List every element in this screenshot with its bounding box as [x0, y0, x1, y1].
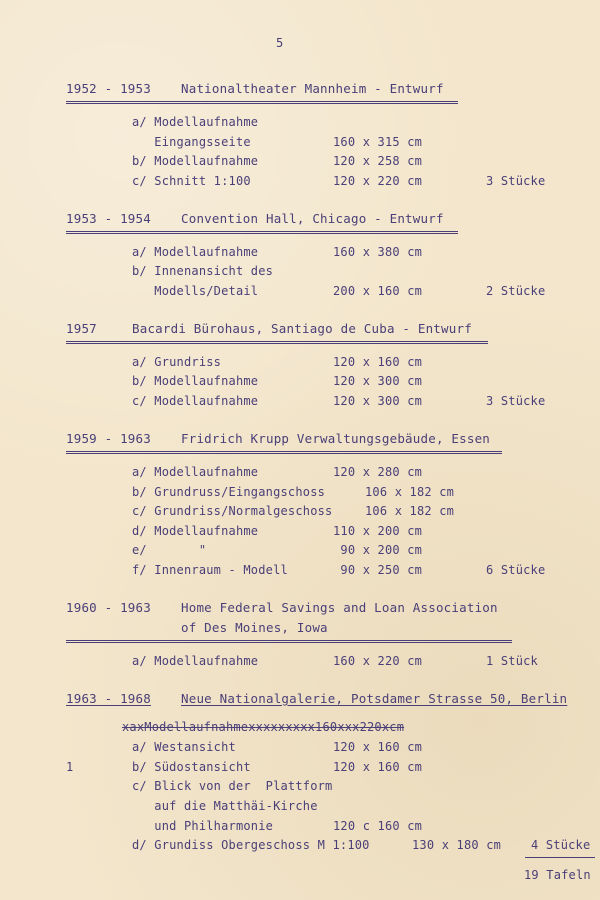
item-label: c/ Blick von der Plattform — [132, 779, 333, 793]
section-years: 1953 - 1954 — [66, 211, 151, 226]
item-label: b/ Modellaufnahme — [132, 374, 259, 388]
item-size: 90 x 250 cm — [333, 563, 423, 577]
item-label: b/ Modellaufnahme — [132, 154, 259, 168]
item-label: c/ Grundriss/Normalgeschoss — [132, 504, 333, 518]
item-label: a/ Modellaufnahme — [132, 115, 259, 129]
section-rule — [66, 451, 502, 454]
item-size: 160 x 315 cm — [333, 135, 423, 149]
item-label: b/ Innenansicht des — [132, 264, 274, 278]
section-title: Nationaltheater Mannheim - Entwurf — [181, 81, 444, 96]
item-size: 120 x 160 cm — [333, 355, 423, 369]
item-size: 90 x 200 cm — [333, 543, 423, 557]
item-label: a/ Westansicht — [132, 740, 236, 754]
item-size: 130 x 180 cm — [412, 838, 502, 852]
section-rule — [66, 640, 512, 643]
item-label: a/ Modellaufnahme — [132, 245, 259, 259]
section-title: Bacardi Bürohaus, Santiago de Cuba - Entwurf — [132, 321, 472, 336]
section-rule — [66, 101, 458, 104]
section-rule — [66, 341, 488, 344]
item-size: 110 x 200 cm — [333, 524, 423, 538]
item-size: 120 c 160 cm — [333, 819, 423, 833]
item-size: 120 x 280 cm — [333, 465, 423, 479]
item-count: 3 Stücke — [486, 174, 546, 188]
item-label: b/ Grundruss/Eingangschoss — [132, 485, 326, 499]
item-label: Eingangsseite — [132, 135, 251, 149]
item-label: a/ Modellaufnahme — [132, 465, 259, 479]
section-years: 1960 - 1963 — [66, 600, 151, 615]
item-count: 3 Stücke — [486, 394, 546, 408]
struck-out-line: xaxModellaufnahmexxxxxxxxx160xxx220xcm — [122, 720, 405, 734]
item-size: 200 x 160 cm — [333, 284, 423, 298]
section-years: 1952 - 1953 — [66, 81, 151, 96]
item-label: und Philharmonie — [132, 819, 274, 833]
section-rule — [66, 231, 458, 234]
item-size: 120 x 160 cm — [333, 740, 423, 754]
item-count: 6 Stücke — [486, 563, 546, 577]
section-title: Fridrich Krupp Verwaltungsgebäude, Essen — [181, 431, 491, 446]
total-rule — [525, 857, 595, 858]
section-title: Neue Nationalgalerie, Potsdamer Strasse 50, Berlin — [181, 691, 568, 706]
item-count: 4 Stücke — [531, 838, 591, 852]
item-label: c/ Modellaufnahme — [132, 394, 259, 408]
section-years: 1957 — [66, 321, 97, 336]
margin-note: 1 — [66, 760, 74, 774]
item-size: 160 x 220 cm — [333, 654, 423, 668]
section-title: Home Federal Savings and Loan Association — [181, 600, 498, 615]
total-count: 19 Tafeln — [524, 868, 591, 882]
section-years: 1959 - 1963 — [66, 431, 151, 446]
item-size: 120 x 300 cm — [333, 394, 423, 408]
page-number: 5 — [276, 36, 284, 50]
section-years: 1963 - 1968 — [66, 691, 151, 706]
section-title-line2: of Des Moines, Iowa — [181, 620, 328, 635]
item-label: e/ " — [132, 543, 207, 557]
item-size: 106 x 182 cm — [365, 485, 455, 499]
item-count: 2 Stücke — [486, 284, 546, 298]
item-size: 120 x 300 cm — [333, 374, 423, 388]
item-label: b/ Südostansicht — [132, 760, 251, 774]
item-size: 120 x 220 cm — [333, 174, 423, 188]
item-count: 1 Stück — [486, 654, 538, 668]
item-size: 106 x 182 cm — [365, 504, 455, 518]
section-title: Convention Hall, Chicago - Entwurf — [181, 211, 444, 226]
item-label: d/ Grundiss Obergeschoss M 1:100 — [132, 838, 370, 852]
item-label: d/ Modellaufnahme — [132, 524, 259, 538]
item-label: c/ Schnitt 1:100 — [132, 174, 251, 188]
item-size: 120 x 258 cm — [333, 154, 423, 168]
item-label: Modells/Detail — [132, 284, 259, 298]
item-label: f/ Innenraum - Modell — [132, 563, 288, 577]
item-size: 160 x 380 cm — [333, 245, 423, 259]
item-label: a/ Grundriss — [132, 355, 222, 369]
item-label: a/ Modellaufnahme — [132, 654, 259, 668]
item-label: auf die Matthäi-Kirche — [132, 799, 318, 813]
item-size: 120 x 160 cm — [333, 760, 423, 774]
